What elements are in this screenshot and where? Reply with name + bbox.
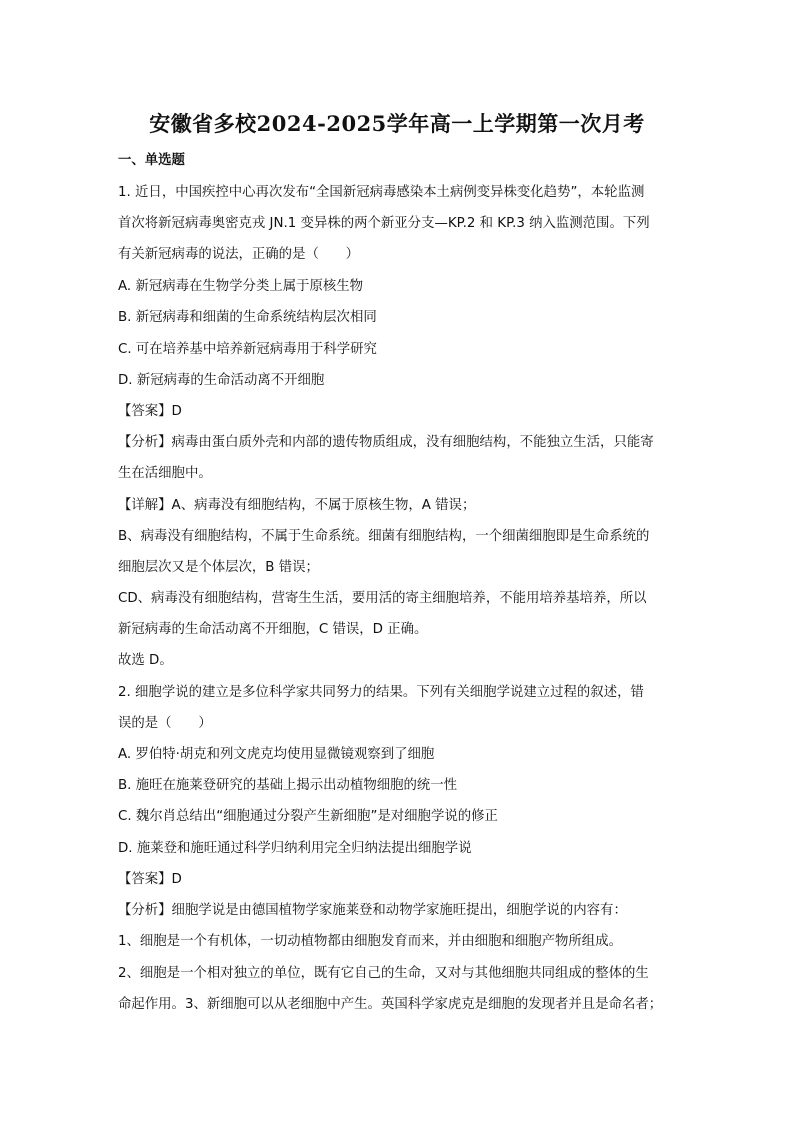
q2-stem-line: 误的是（ ） bbox=[118, 716, 212, 731]
q2-analysis-line: 命起作用。3、新细胞可以从老细胞中产生。英国科学家虎克是细胞的发现者并且是命名者； bbox=[118, 997, 663, 1012]
q2-option-d: D. 施莱登和施旺通过科学归纳利用完全归纳法提出细胞学说 bbox=[118, 841, 472, 856]
q1-detail-line: 故选 D。 bbox=[118, 653, 173, 668]
q2-answer: 【答案】D bbox=[118, 872, 182, 887]
q2-option-b: B. 施旺在施莱登研究的基础上揭示出动植物细胞的统一性 bbox=[118, 778, 458, 793]
q1-stem-line: 首次将新冠病毒奥密克戎 JN.1 变异株的两个新亚分支—KP.2 和 KP.3 纳入监测范围。下列 bbox=[118, 216, 650, 231]
q1-stem-line: 1. 近日，中国疾控中心再次发布“全国新冠病毒感染本土病例变异株变化趋势”，本轮监测 bbox=[118, 185, 645, 200]
q1-analysis-line: 生在活细胞中。 bbox=[118, 466, 212, 481]
q2-analysis-line: 【分析】细胞学说是由德国植物学家施莱登和动物学家施旺提出，细胞学说的内容有： bbox=[118, 903, 627, 918]
q1-option-b: B. 新冠病毒和细菌的生命系统结构层次相同 bbox=[118, 310, 377, 325]
q2-analysis-line: 2、细胞是一个相对独立的单位，既有它自己的生命，又对与其他细胞共同组成的整体的生 bbox=[118, 966, 649, 981]
q2-stem-line: 2. 细胞学说的建立是多位科学家共同努力的结果。下列有关细胞学说建立过程的叙述，错 bbox=[118, 685, 644, 700]
q1-detail-line: B、病毒没有细胞结构，不属于生命系统。细菌有细胞结构，一个细菌细胞即是生命系统的 bbox=[118, 529, 650, 544]
q1-option-c: C. 可在培养基中培养新冠病毒用于科学研究 bbox=[118, 342, 377, 357]
q1-answer: 【答案】D bbox=[118, 404, 182, 419]
page-title: 安徽省多校2024-2025学年高一上学期第一次月考 bbox=[149, 111, 645, 136]
q1-detail-line: 【详解】A、病毒没有细胞结构，不属于原核生物，A 错误； bbox=[118, 498, 476, 513]
q1-analysis-line: 【分析】病毒由蛋白质外壳和内部的遗传物质组成，没有细胞结构，不能独立生活，只能寄 bbox=[118, 435, 654, 450]
q1-detail-line: CD、病毒没有细胞结构，营寄生生活，要用活的寄主细胞培养，不能用培养基培养，所以 bbox=[118, 591, 647, 606]
q2-option-a: A. 罗伯特·胡克和列文虎克均使用显微镜观察到了细胞 bbox=[118, 747, 435, 762]
q2-analysis-line: 1、细胞是一个有机体，一切动植物都由细胞发育而来，并由细胞和细胞产物所组成。 bbox=[118, 934, 622, 949]
q1-detail-line: 新冠病毒的生命活动离不开细胞，C 错误，D 正确。 bbox=[118, 622, 428, 637]
q1-detail-line: 细胞层次又是个体层次，B 错误； bbox=[118, 560, 319, 575]
q2-option-c: C. 魏尔肖总结出“细胞通过分裂产生新细胞”是对细胞学说的修正 bbox=[118, 809, 498, 824]
q1-stem-line: 有关新冠病毒的说法，正确的是（ ） bbox=[118, 247, 360, 262]
q1-option-d: D. 新冠病毒的生命活动离不开细胞 bbox=[118, 373, 325, 388]
q1-option-a: A. 新冠病毒在生物学分类上属于原核生物 bbox=[118, 279, 364, 294]
section-heading: 一、单选题 bbox=[118, 153, 185, 168]
